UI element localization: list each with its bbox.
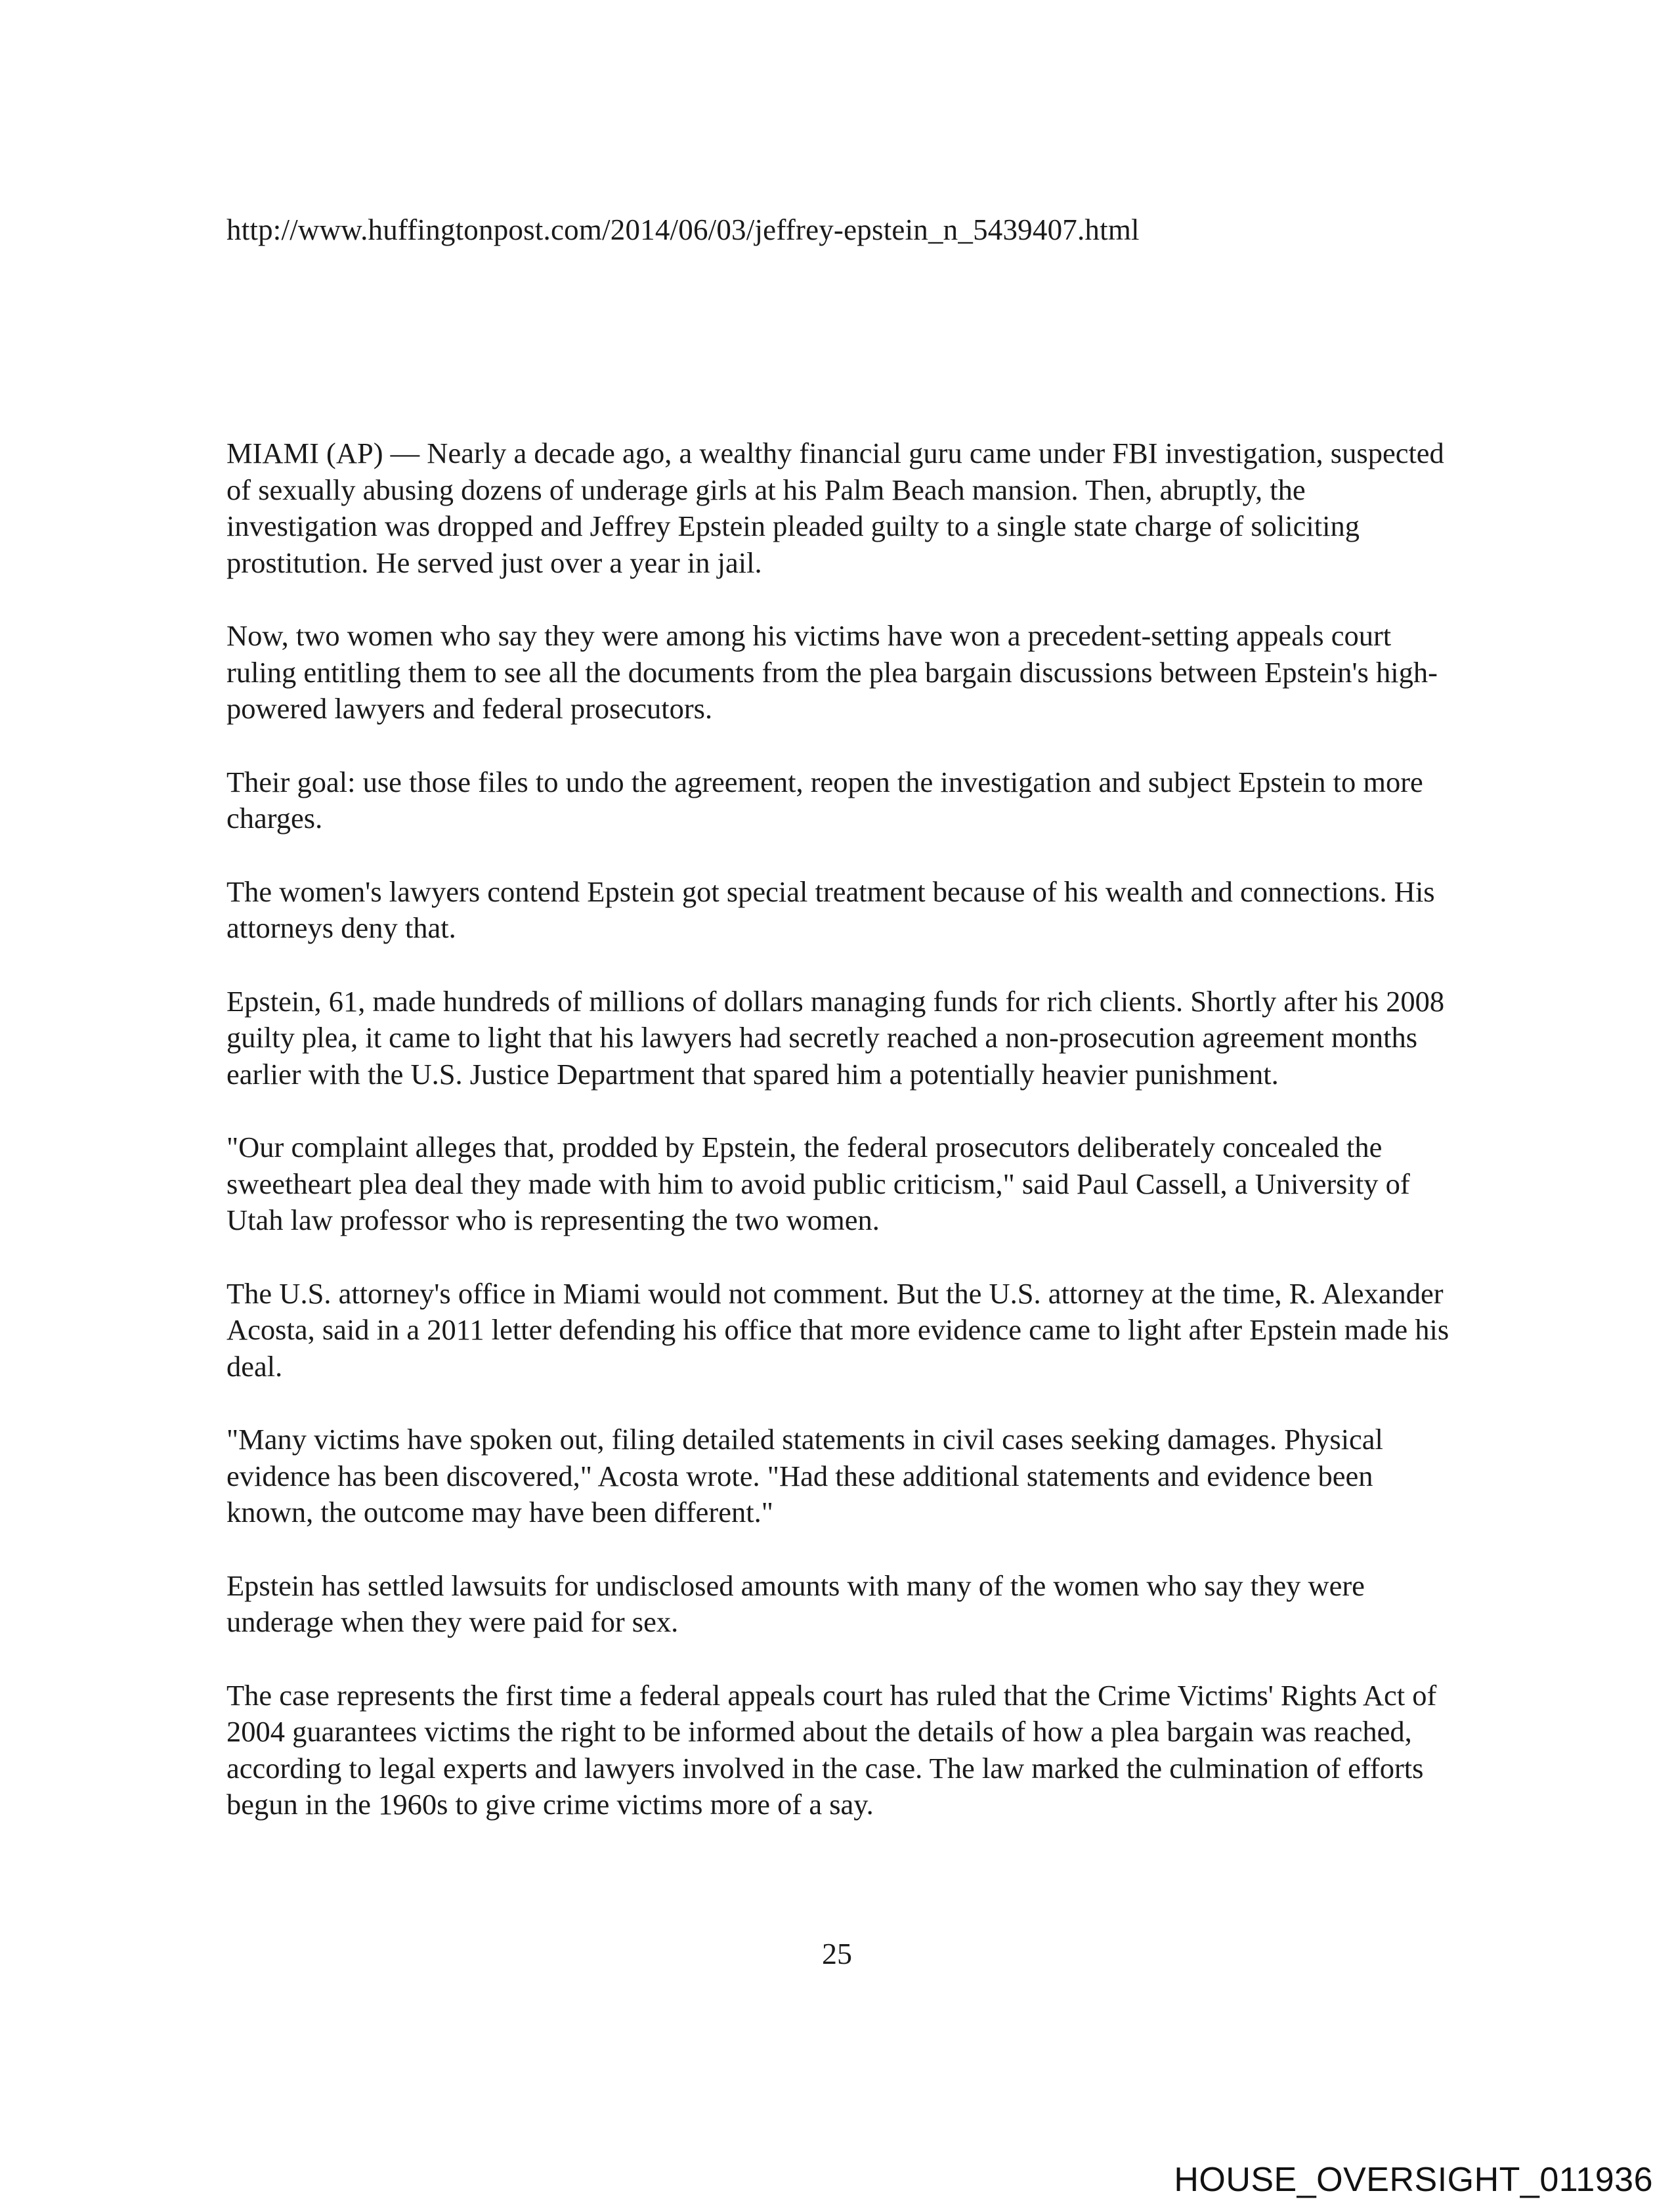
paragraph: Now, two women who say they were among his victims have won a precedent-setting appeals court ruling entitling them to see all the documents from the plea bargain discussions between Epstein's high-powered lawyers and federal prosecutors. (226, 619, 1438, 725)
paragraph: Their goal: use those files to undo the agreement, reopen the investigation and subject Epstein to more charges. (226, 765, 1423, 835)
paragraph: "Many victims have spoken out, filing detailed statements in civil cases seeking damages. Physical evidence has been discovered," Acosta wrote. "Had these additional statements and evidence been known, the outcome may have been different." (226, 1423, 1383, 1529)
source-url: http://www.huffingtonpost.com/2014/06/03/jeffrey-epstein_n_5439407.html (226, 213, 1140, 246)
bates-number: HOUSE_OVERSIGHT_011936 (1174, 2161, 1653, 2199)
paragraph: The case represents the first time a federal appeals court has ruled that the Crime Victims' Rights Act of 2004 guarantees victims the right to be informed about the details of how a plea bargain was reached, according to legal experts and lawyers involved in the case. The law marked the culmination of efforts begun in the 1960s to give crime victims more of a say. (226, 1678, 1437, 1821)
page-number: 25 (822, 1937, 852, 1970)
article-body (226, 435, 1461, 1860)
paragraph: Epstein, 61, made hundreds of millions of dollars managing funds for rich clients. Shortly after his 2008 guilty plea, it came to light that his lawyers had secretly reached a non-prosecution agreement months earlier with the U.S. Justice Department that spared him a potentially heavier punishment. (226, 984, 1445, 1091)
paragraph: MIAMI (AP) — Nearly a decade ago, a wealthy financial guru came under FBI investigation, suspected of sexually abusing dozens of underage girls at his Palm Beach mansion. Then, abruptly, the investigation was dropped and Jeffrey Epstein pleaded guilty to a single state charge of soliciting prostitution. He served just over a year in jail. (226, 437, 1444, 579)
paragraph: The U.S. attorney's office in Miami would not comment. But the U.S. attorney at the time, R. Alexander Acosta, said in a 2011 letter defending his office that more evidence came to light after Epstein made his deal. (226, 1276, 1449, 1383)
paragraph: The women's lawyers contend Epstein got special treatment because of his wealth and connections. His attorneys deny that. (226, 875, 1435, 944)
paragraph: Epstein has settled lawsuits for undisclosed amounts with many of the women who say they were underage when they were paid for sex. (226, 1569, 1365, 1638)
paragraph: "Our complaint alleges that, prodded by Epstein, the federal prosecutors deliberately concealed the sweetheart plea deal they made with him to avoid public criticism," said Paul Cassell, a University of Utah law professor who is representing the two women. (226, 1131, 1410, 1236)
